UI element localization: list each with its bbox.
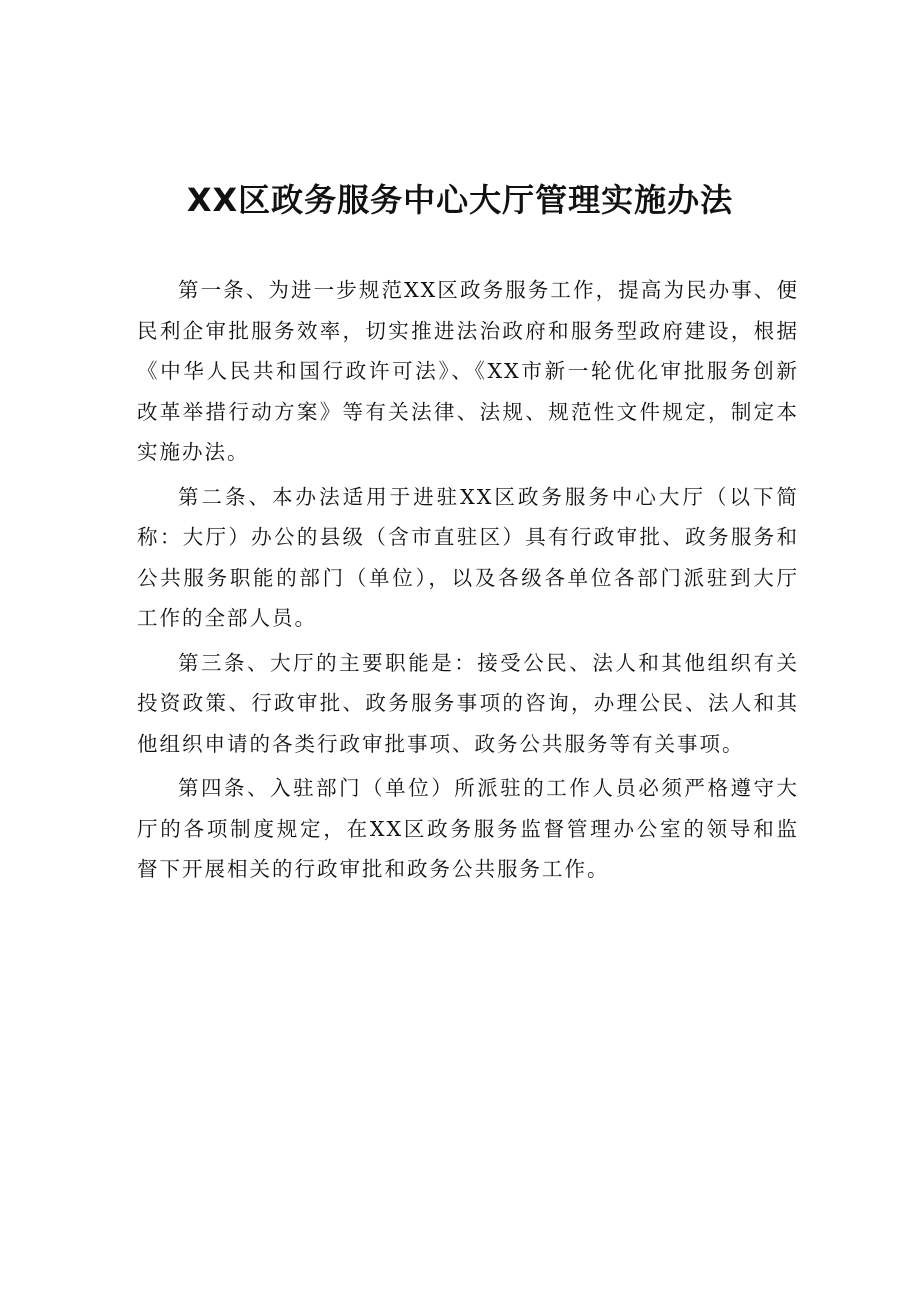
document-title: XX区政务服务中心大厅管理实施办法 [186, 181, 734, 219]
article-3-paragraph: 第三条、大厅的主要职能是：接受公民、法人和其他组织有关投资政策、行政审批、政务服务事项的咨询，办理公民、法人和其他组织申请的各类行政审批事项、政务公共服务等有关事项。 [137, 650, 799, 756]
document-body [137, 270, 799, 894]
article-1-paragraph: 第一条、为进一步规范XX区政务服务工作，提高为民办事、便民利企审批服务效率，切实推进法治政府和服务型政府建设，根据《中华人民共和国行政许可法》、《XX市新一轮优化审批服务创新改革举措行动方案》等有关法律、法规、规范性文件规定，制定本实施办法。 [137, 278, 799, 464]
article-2-paragraph: 第二条、本办法适用于进驻XX区政务服务中心大厅（以下简称：大厅）办公的县级（含市直驻区）具有行政审批、政务服务和公共服务职能的部门（单位），以及各级各单位各部门派驻到大厅工作的全部人员。 [137, 484, 799, 630]
article-4-paragraph: 第四条、入驻部门（单位）所派驻的工作人员必须严格遵守大厅的各项制度规定，在XX区政务服务监督管理办公室的领导和监督下开展相关的行政审批和政务公共服务工作。 [137, 776, 799, 881]
